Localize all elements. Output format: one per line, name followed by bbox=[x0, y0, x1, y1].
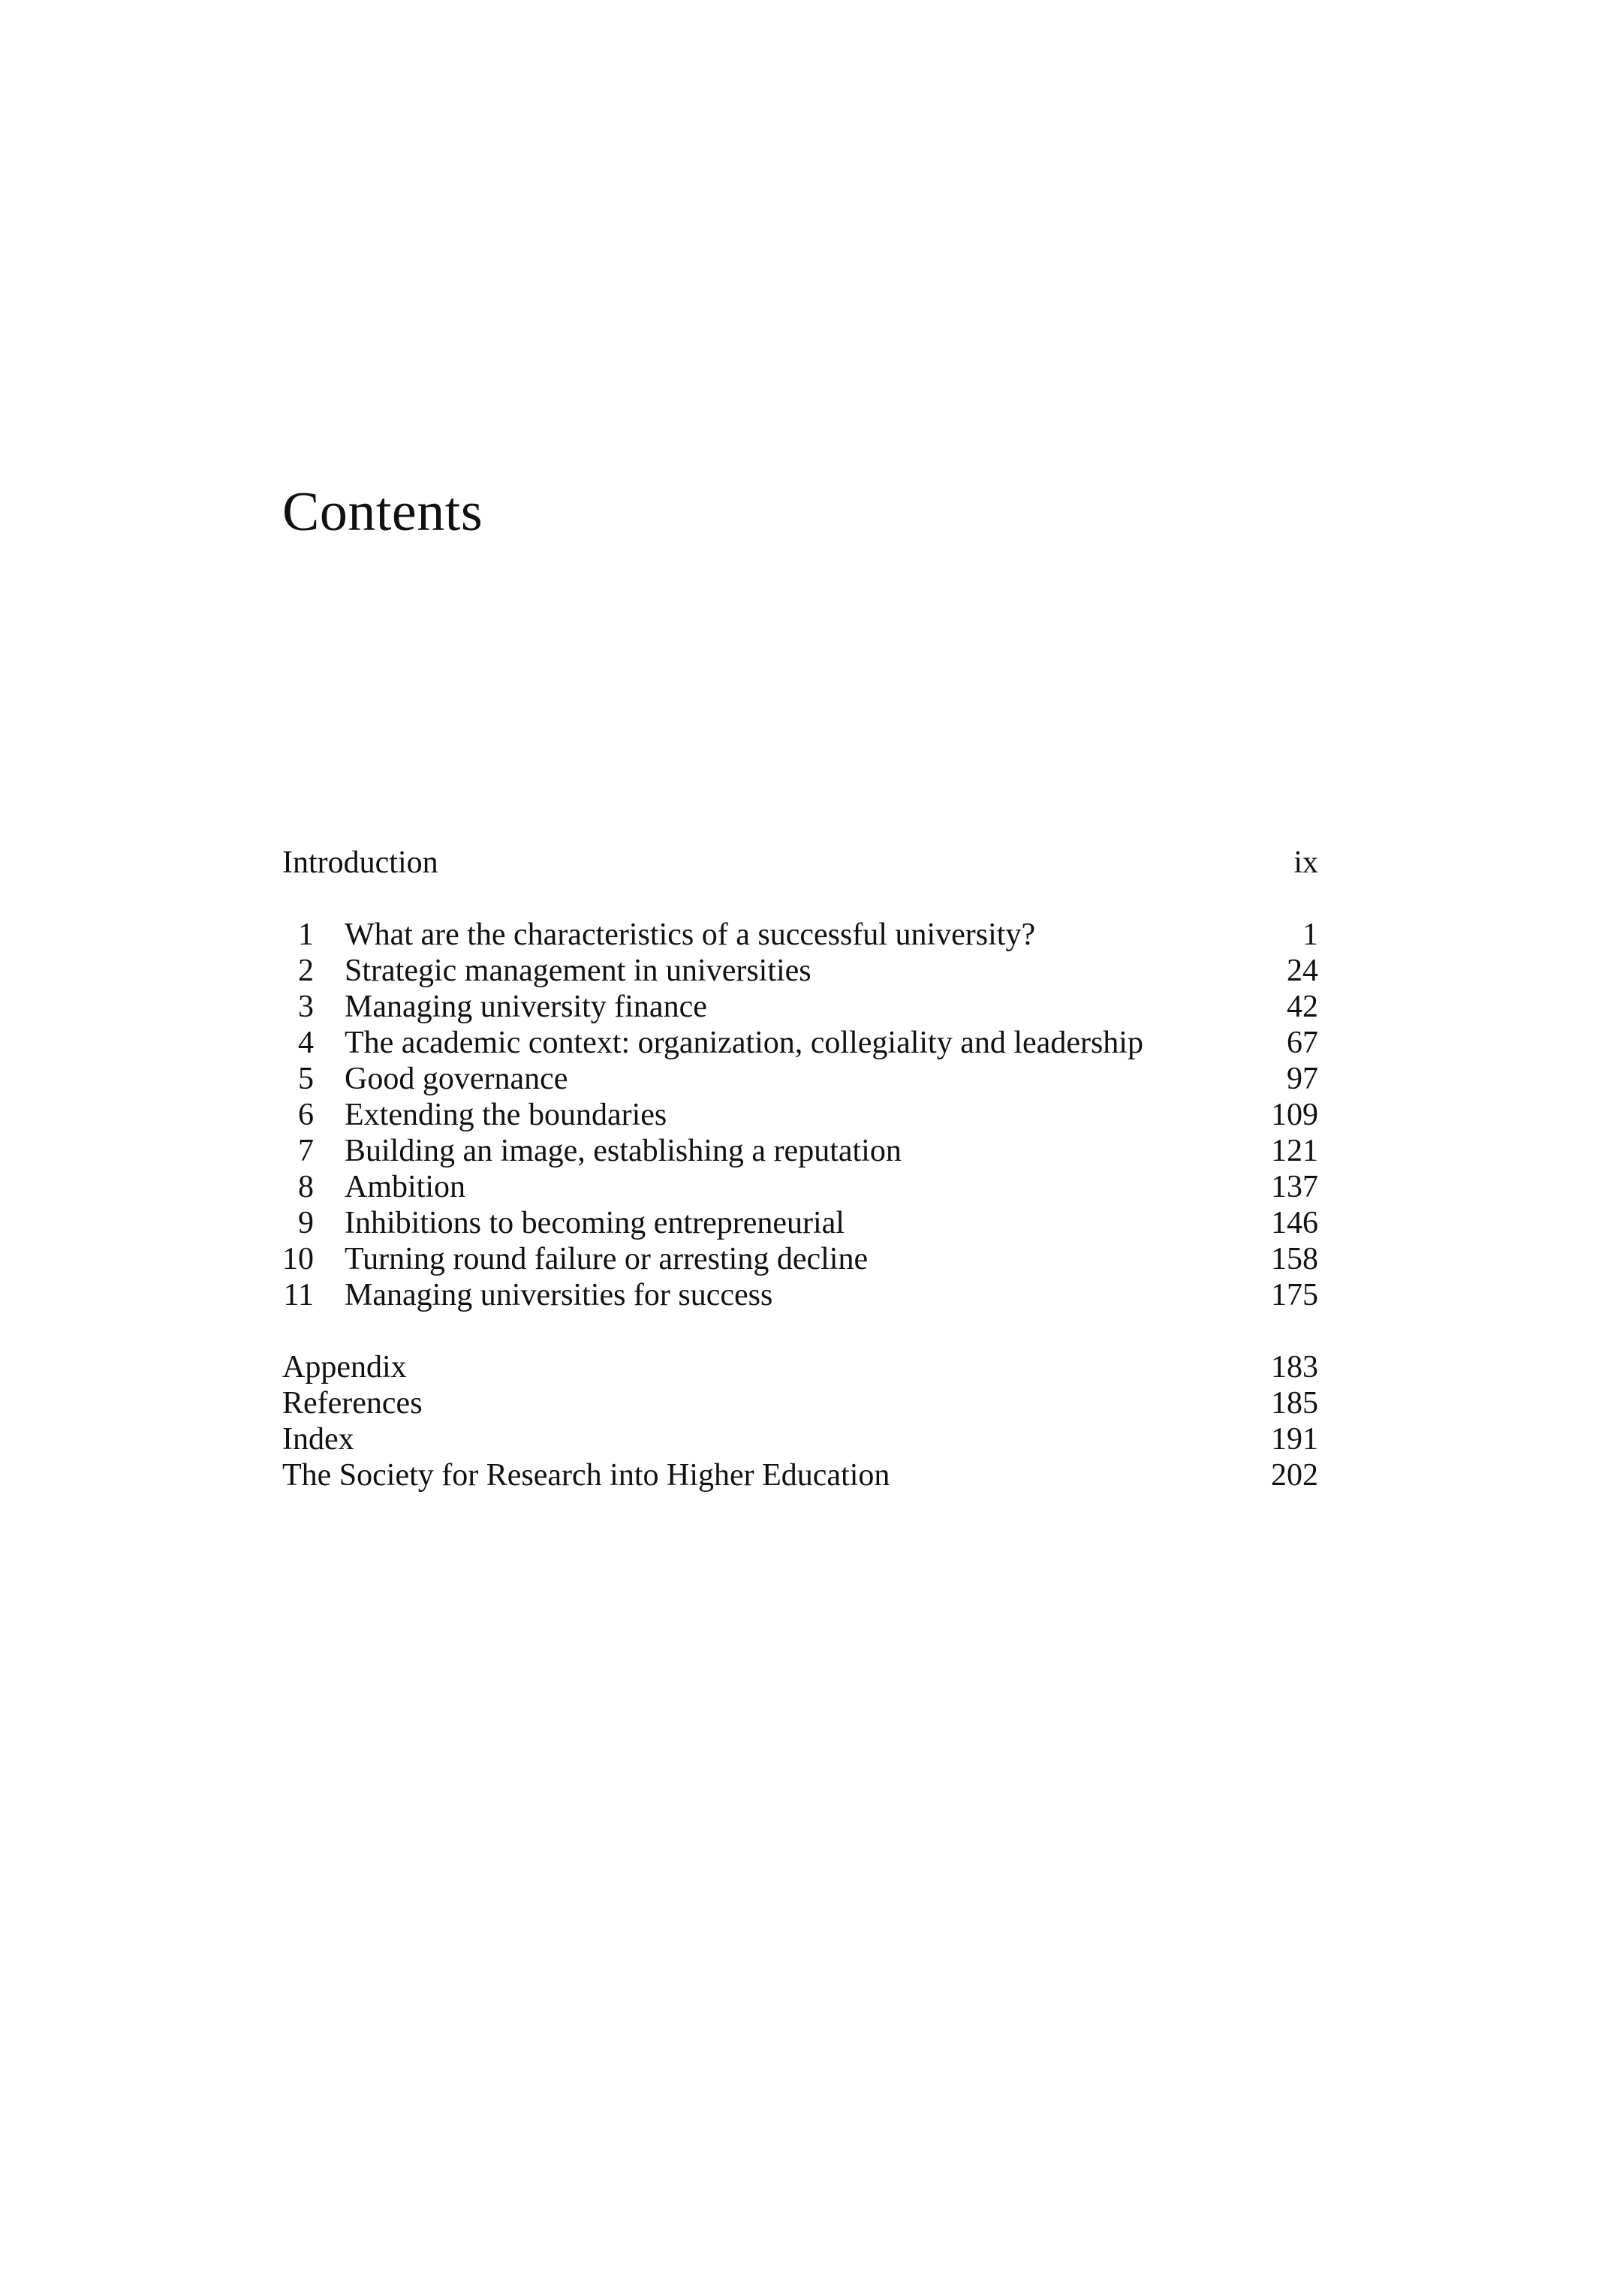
chapter-page: 97 bbox=[1287, 1062, 1318, 1096]
chapter-title: Building an image, establishing a reputation bbox=[345, 1134, 902, 1168]
toc-entry-chapter-8[interactable] bbox=[282, 1169, 1318, 1205]
toc-entry-references[interactable] bbox=[282, 1385, 1318, 1421]
toc-entry-title: References bbox=[282, 1386, 423, 1421]
chapter-title: Inhibitions to becoming entrepreneurial bbox=[345, 1206, 845, 1240]
toc-entry-chapter-5[interactable] bbox=[282, 1061, 1318, 1097]
toc-entry-title: Appendix bbox=[282, 1350, 407, 1385]
chapter-number: 3 bbox=[298, 990, 314, 1024]
chapter-number: 9 bbox=[298, 1206, 314, 1240]
toc-entry-chapter-2[interactable] bbox=[282, 953, 1318, 989]
chapter-page: 137 bbox=[1271, 1170, 1318, 1204]
chapter-title: Managing universities for success bbox=[345, 1278, 773, 1312]
chapter-number: 2 bbox=[298, 954, 314, 988]
chapter-page: 109 bbox=[1271, 1098, 1318, 1132]
chapter-page: 67 bbox=[1287, 1026, 1318, 1060]
toc-entry-chapter-7[interactable] bbox=[282, 1133, 1318, 1169]
toc-entry-page: 185 bbox=[1271, 1386, 1318, 1421]
toc-entry-srhe[interactable] bbox=[282, 1457, 1318, 1493]
chapter-title: The academic context: organization, collegiality and leadership bbox=[345, 1026, 1143, 1060]
chapter-title: Extending the boundaries bbox=[345, 1098, 667, 1132]
toc-gap bbox=[282, 1313, 1318, 1349]
toc-entry-chapter-11[interactable] bbox=[282, 1277, 1318, 1313]
chapter-title: Managing university finance bbox=[345, 990, 707, 1024]
toc-entry-page: ix bbox=[1293, 845, 1318, 880]
chapter-number: 1 bbox=[298, 917, 314, 952]
toc-entry-chapter-10[interactable] bbox=[282, 1241, 1318, 1277]
toc-entry-chapter-4[interactable] bbox=[282, 1025, 1318, 1061]
toc-entry-title: Introduction bbox=[282, 845, 438, 880]
chapter-title: Strategic management in universities bbox=[345, 954, 812, 988]
chapter-number: 7 bbox=[298, 1134, 314, 1168]
chapter-number: 5 bbox=[298, 1062, 314, 1096]
chapter-page: 24 bbox=[1287, 954, 1318, 988]
toc-entry-index[interactable] bbox=[282, 1421, 1318, 1457]
chapter-number: 11 bbox=[283, 1278, 314, 1312]
page-title: Contents bbox=[282, 481, 483, 543]
chapter-page: 42 bbox=[1287, 990, 1318, 1024]
toc-entry-title: The Society for Research into Higher Education bbox=[282, 1458, 890, 1493]
chapter-number: 8 bbox=[298, 1170, 314, 1204]
toc-entry-introduction[interactable] bbox=[282, 845, 1318, 881]
toc-entry-page: 191 bbox=[1271, 1422, 1318, 1457]
table-of-contents bbox=[282, 845, 1318, 1493]
toc-entry-title: Index bbox=[282, 1422, 354, 1457]
chapter-title: What are the characteristics of a successful university? bbox=[345, 917, 1036, 952]
toc-entry-chapter-6[interactable] bbox=[282, 1097, 1318, 1133]
chapter-number: 10 bbox=[282, 1242, 314, 1276]
chapter-page: 175 bbox=[1271, 1278, 1318, 1312]
toc-entry-chapter-1[interactable] bbox=[282, 917, 1318, 953]
chapter-page: 121 bbox=[1271, 1134, 1318, 1168]
chapter-page: 146 bbox=[1271, 1206, 1318, 1240]
toc-gap bbox=[282, 881, 1318, 917]
toc-entry-chapter-9[interactable] bbox=[282, 1205, 1318, 1241]
toc-entry-page: 202 bbox=[1271, 1458, 1318, 1493]
toc-entry-chapter-3[interactable] bbox=[282, 989, 1318, 1025]
chapter-page: 158 bbox=[1271, 1242, 1318, 1276]
chapter-title: Good governance bbox=[345, 1062, 568, 1096]
chapter-number: 6 bbox=[298, 1098, 314, 1132]
chapter-page: 1 bbox=[1302, 917, 1318, 952]
toc-entry-page: 183 bbox=[1271, 1350, 1318, 1385]
toc-entry-appendix[interactable] bbox=[282, 1349, 1318, 1385]
chapter-title: Turning round failure or arresting decline bbox=[345, 1242, 869, 1276]
chapter-number: 4 bbox=[298, 1026, 314, 1060]
chapter-title: Ambition bbox=[345, 1170, 466, 1204]
